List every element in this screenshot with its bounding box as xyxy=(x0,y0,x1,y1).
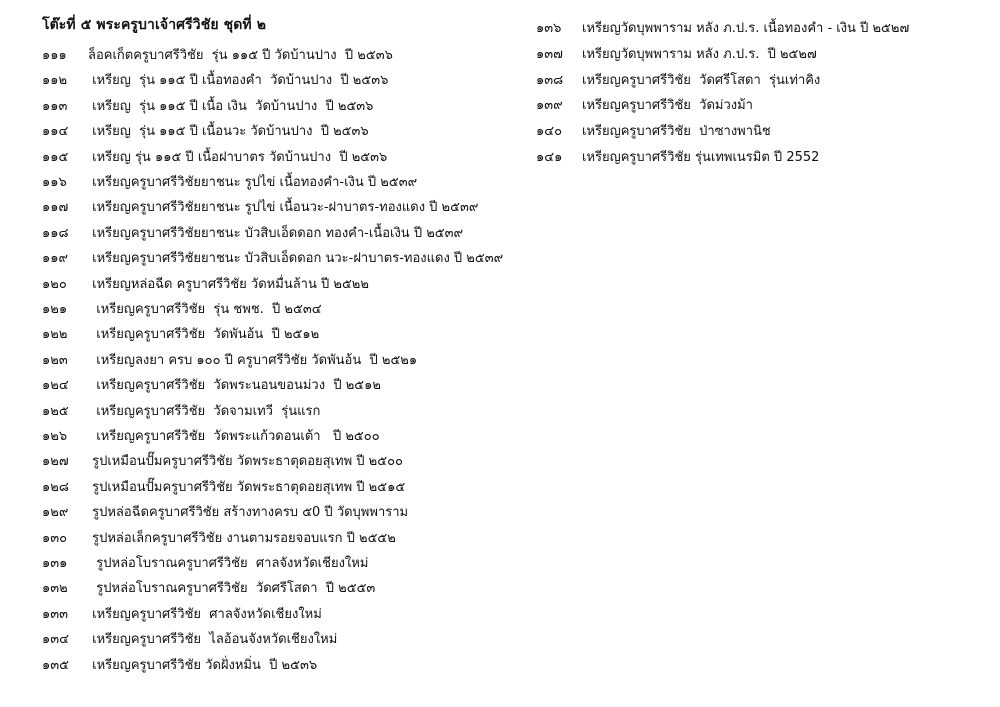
list-item xyxy=(536,148,819,168)
item-number: ๑๓๐ xyxy=(42,530,68,546)
list-item xyxy=(42,529,396,549)
list-item xyxy=(42,46,393,66)
item-number: ๑๔๑ xyxy=(536,150,563,165)
list-item xyxy=(42,71,388,91)
item-number: ๑๒๕ xyxy=(42,403,69,419)
item-number: ๑๒๗ xyxy=(42,454,69,470)
list-item xyxy=(42,478,405,498)
item-text: เหรียญวัดบุพพาราม หลัง ภ.ป.ร. เนื้อทองคำ - เงิน ปี ๒๕๒๗ xyxy=(582,21,910,36)
item-number: ๑๑๔ xyxy=(42,124,69,140)
item-number: ๑๒๐ xyxy=(42,276,67,292)
item-text: เหรียญครูบาศรีวิชัย ป่าซางพานิช xyxy=(582,124,771,140)
item-text: เหรียญครูบาศรีวิชัยยาชนะ บัวสิบเอ็ดดอก นวะ-ฝาบาตร-ทองแดง ปี ๒๕๓๙ xyxy=(88,251,504,267)
list-item xyxy=(42,224,463,244)
item-text: ล็อคเก็ตครูบาศรีวิชัย รุ่น ๑๑๕ ปี วัดบ้านปาง ปี ๒๕๓๖ xyxy=(88,48,393,63)
item-number: ๑๒๔ xyxy=(42,378,69,394)
item-number: ๑๓๖ xyxy=(536,21,562,36)
item-number: ๑๓๗ xyxy=(536,46,563,62)
item-number: ๑๒๖ xyxy=(42,429,68,444)
item-text: เหรียญครูบาศรีวิชัย วัดศรีโสดา รุ่นเท่าคิง xyxy=(582,72,821,88)
item-text: เหรียญ รุ่น ๑๑๕ ปี เนื้อฝาบาตร วัดบ้านปาง ปี ๒๕๓๖ xyxy=(88,149,388,165)
item-number: ๑๒๒ xyxy=(42,327,68,343)
list-item xyxy=(42,173,417,193)
item-number: ๑๑๗ xyxy=(42,200,69,216)
item-number: ๑๑๑ xyxy=(42,48,67,63)
item-text: รูปหล่อโบราณครูบาศรีวิชัย ศาลจังหวัดเชียงใหม่ xyxy=(88,556,369,571)
page-title: โต๊ะที่ ๕ พระครูบาเจ้าศรีวิชัย ชุดที่ ๒ xyxy=(42,17,267,33)
item-text: รูปหล่อฉีดครูบาศรีวิชัย สร้างทางครบ ๕0 ปี วัดบุพพาราม xyxy=(88,505,409,521)
item-text: รูปหล่อโบราณครูบาศรีวิชัย วัดศรีโสดา ปี ๒๕๕๓ xyxy=(88,581,376,597)
list-item xyxy=(42,656,317,676)
item-text: รูปเหมือนปั๊มครูบาศรีวิชัย วัดพระธาตุดอยสุเทพ ปี ๒๕๑๕ xyxy=(88,479,406,495)
list-item xyxy=(42,275,369,295)
list-item xyxy=(42,579,375,599)
item-text: เหรียญครูบาศรีวิชัย วัดฝั่งหมิ่น ปี ๒๕๓๖ xyxy=(88,657,318,673)
item-number: ๑๓๓ xyxy=(42,606,69,622)
list-item xyxy=(42,402,320,422)
item-number: ๑๔๐ xyxy=(536,124,563,140)
item-text: เหรียญครูบาศรีวิชัย วัดพระนอนขอนม่วง ปี ๒๕๑๒ xyxy=(88,378,381,394)
list-item xyxy=(42,249,503,269)
item-text: เหรียญครูบาศรีวิชัย รุ่น ชพช. ปี ๒๕๓๔ xyxy=(88,302,322,317)
item-text: เหรียญครูบาศรีวิชัย ไลอ้อนจังหวัดเชียงใหม่ xyxy=(88,632,338,648)
list-item xyxy=(536,19,909,39)
list-item xyxy=(42,554,368,574)
item-number: ๑๑๖ xyxy=(42,175,67,190)
item-number: ๑๒๓ xyxy=(42,352,68,368)
item-number: ๑๓๘ xyxy=(536,72,564,88)
item-text: เหรียญครูบาศรีวิชัย รุ่นเทพเนรมิต ปี 2552 xyxy=(582,150,820,165)
item-number: ๑๑๘ xyxy=(42,225,69,241)
item-number: ๑๑๙ xyxy=(42,251,69,267)
item-number: ๑๑๒ xyxy=(42,73,68,89)
list-item xyxy=(42,148,387,168)
item-text: เหรียญครูบาศรีวิชัย ศาลจังหวัดเชียงใหม่ xyxy=(88,606,322,622)
list-item xyxy=(536,122,771,142)
list-item xyxy=(42,300,322,320)
item-number: ๑๓๔ xyxy=(42,632,69,648)
item-number: ๑๓๒ xyxy=(42,581,68,597)
item-text: เหรียญหล่อฉีด ครูบาศรีวิชัย วัดหมื่นล้าน ปี ๒๕๒๒ xyxy=(88,276,369,292)
item-text: เหรียญลงยา ครบ ๑๐๐ ปี ครูบาศรีวิชัย วัดพันอ้น ปี ๒๕๒๑ xyxy=(88,352,418,368)
list-item xyxy=(42,427,380,447)
list-item xyxy=(42,503,408,523)
item-text: เหรียญครูบาศรีวิชัยยาชนะ บัวสิบเอ็ดดอก ทองคำ-เนื้อเงิน ปี ๒๕๓๙ xyxy=(88,225,464,241)
item-text: เหรียญ รุ่น ๑๑๕ ปี เนื้อทองคำ วัดบ้านปาง ปี ๒๕๓๖ xyxy=(88,73,389,89)
item-text: เหรียญครูบาศรีวิชัย วัดม่วงม้า xyxy=(582,98,753,114)
item-text: เหรียญครูบาศรีวิชัย วัดพระแก้วดอนเต้า ปี ๒๕๐๐ xyxy=(88,429,380,444)
list-item xyxy=(42,97,373,117)
list-item xyxy=(42,122,369,142)
item-text: เหรียญ รุ่น ๑๑๕ ปี เนื้อนวะ วัดบ้านปาง ปี ๒๕๓๖ xyxy=(88,124,369,140)
item-number: ๑๒๙ xyxy=(42,505,69,521)
item-number: ๑๓๑ xyxy=(42,556,68,571)
list-item xyxy=(536,71,820,91)
item-text: เหรียญครูบาศรีวิชัย วัดพันอ้น ปี ๒๕๑๒ xyxy=(88,327,320,343)
item-text: เหรียญครูบาศรีวิชัย วัดจามเทวี รุ่นแรก xyxy=(88,403,321,419)
list-item xyxy=(42,325,319,345)
item-number: ๑๑๓ xyxy=(42,98,68,114)
list-item xyxy=(42,605,322,625)
list-item xyxy=(42,198,478,218)
item-text: รูปเหมือนปั๊มครูบาศรีวิชัย วัดพระธาตุดอยสุเทพ ปี ๒๕๐๐ xyxy=(88,454,403,470)
item-number: ๑๓๕ xyxy=(42,657,69,673)
list-item xyxy=(42,630,337,650)
item-number: ๑๑๕ xyxy=(42,149,69,165)
list-item xyxy=(42,351,417,371)
list-item xyxy=(536,45,817,65)
list-item xyxy=(536,96,753,116)
item-number: ๑๒๑ xyxy=(42,302,68,317)
item-text: เหรียญวัดบุพพาราม หลัง ภ.ป.ร. ปี ๒๕๒๗ xyxy=(582,46,817,62)
item-text: เหรียญ รุ่น ๑๑๕ ปี เนื้อ เงิน วัดบ้านปาง ปี ๒๕๓๖ xyxy=(88,98,374,114)
item-text: เหรียญครูบาศรีวิชัยยาชนะ รูปไข่ เนื้อนวะ-ฝาบาตร-ทองแดง ปี ๒๕๓๙ xyxy=(88,200,479,216)
item-number: ๑๒๘ xyxy=(42,479,69,495)
item-text: เหรียญครูบาศรีวิชัยยาชนะ รูปไข่ เนื้อทองคำ-เงิน ปี ๒๕๓๙ xyxy=(88,175,418,190)
list-item xyxy=(42,452,403,472)
item-text: รูปหล่อเล็กครูบาศรีวิชัย งานตามรอยจอบแรก ปี ๒๕๕๒ xyxy=(88,530,396,546)
list-item xyxy=(42,376,381,396)
item-number: ๑๓๙ xyxy=(536,98,563,114)
